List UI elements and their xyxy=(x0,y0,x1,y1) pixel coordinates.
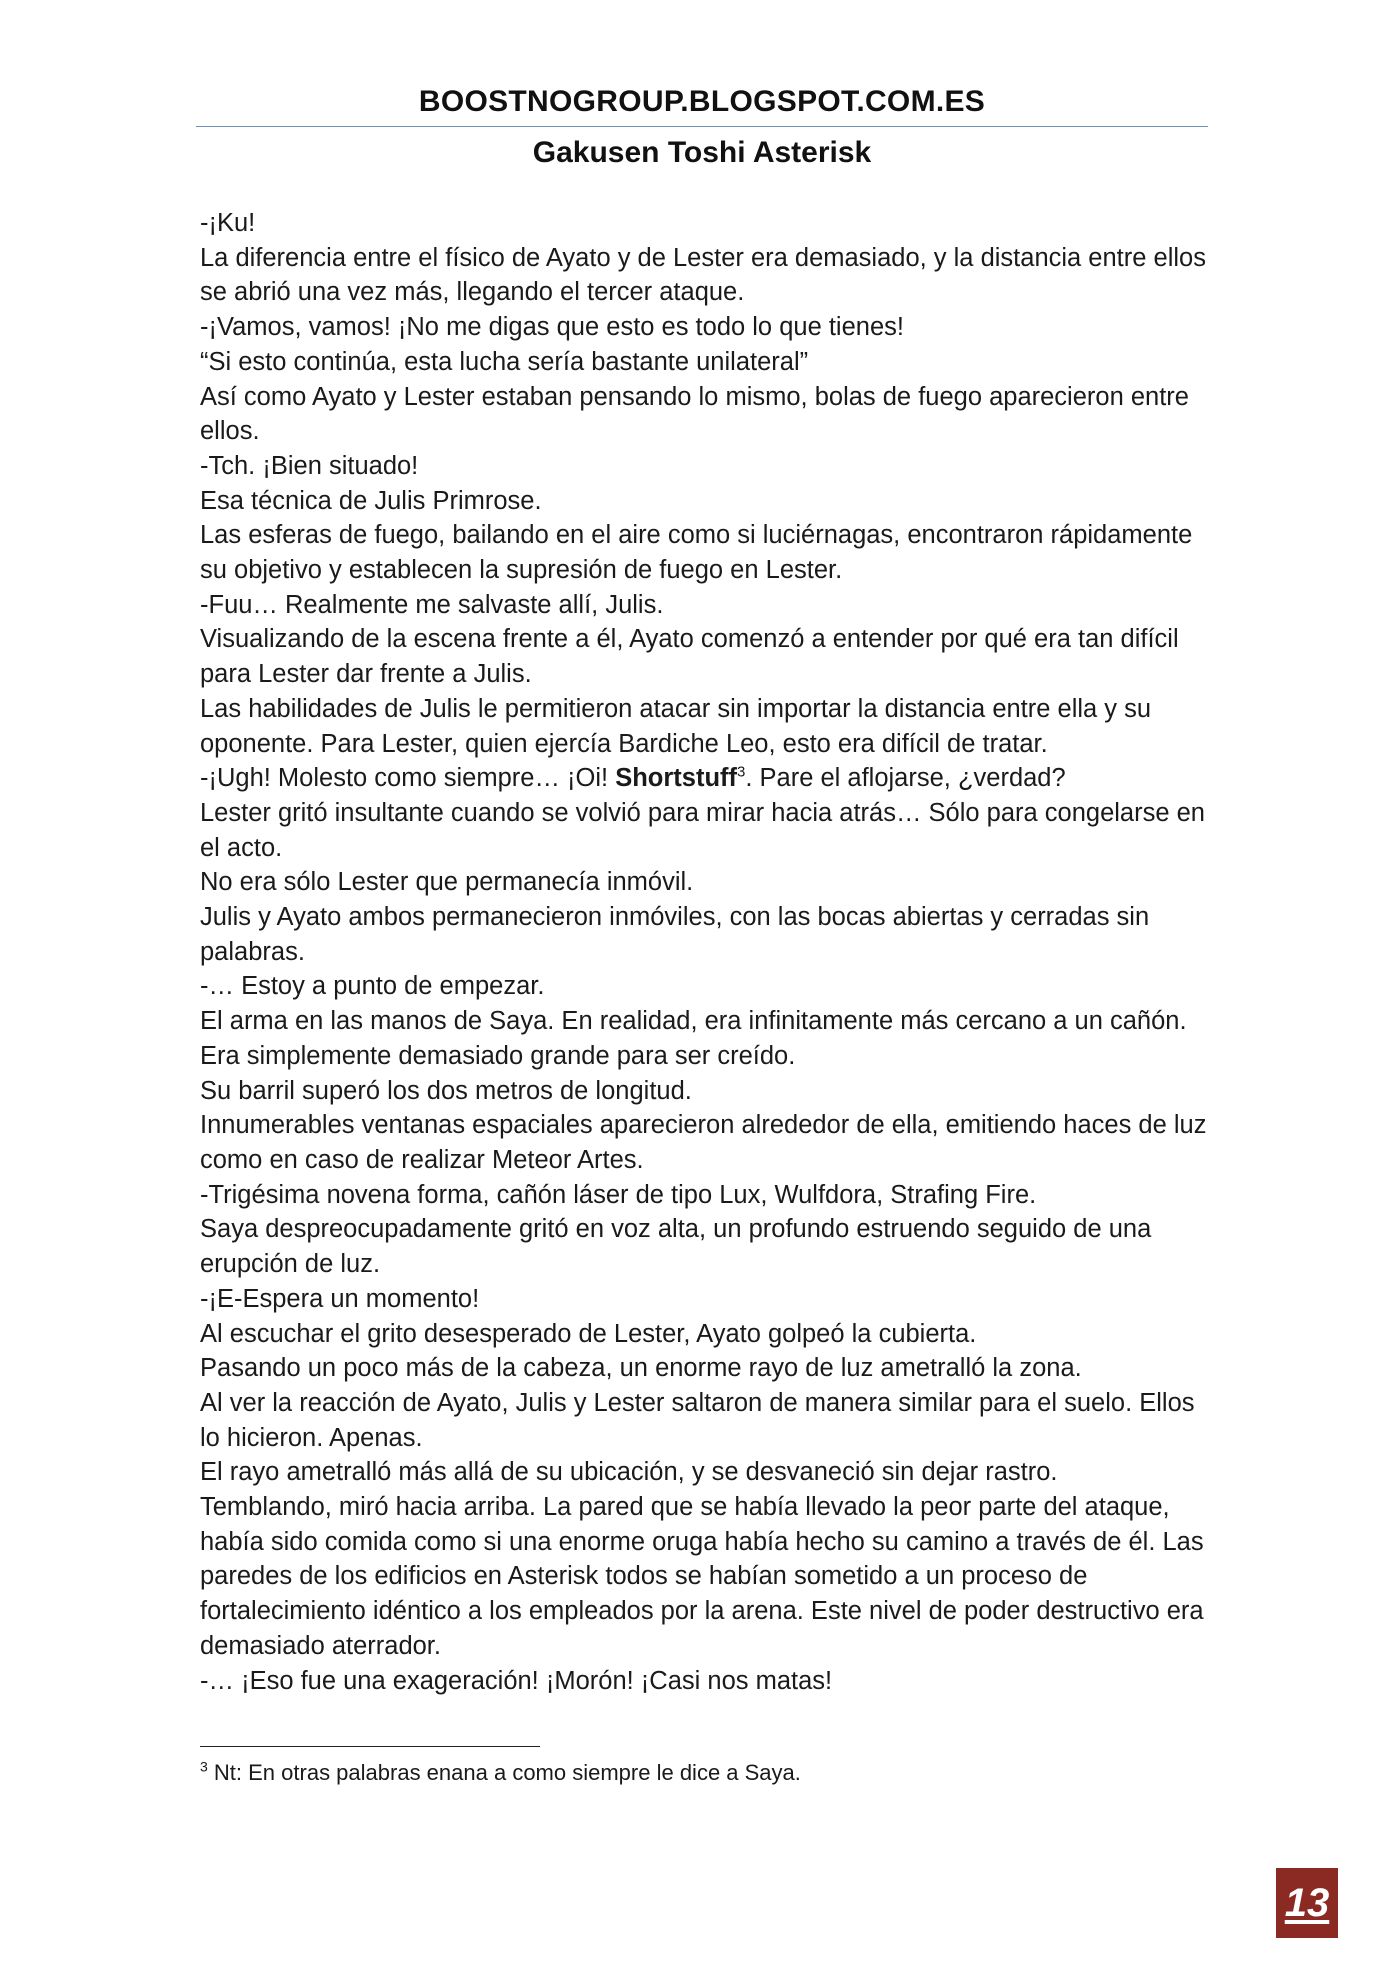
paragraph: El arma en las manos de Saya. En realidad, era infinitamente más cercano a un cañón. xyxy=(200,1007,1187,1036)
paragraph: Saya despreocupadamente gritó en voz alta, un profundo estruendo seguido de una erupción de luz. xyxy=(200,1215,1152,1279)
paragraph: -¡Vamos, vamos! ¡No me digas que esto es todo lo que tienes! xyxy=(200,313,904,342)
paragraph: -Trigésima novena forma, cañón láser de tipo Lux, Wulfdora, Strafing Fire. xyxy=(200,1180,1037,1209)
paragraph: Pasando un poco más de la cabeza, un enorme rayo de luz ametralló la zona. xyxy=(200,1354,1082,1383)
paragraph: -… Estoy a punto de empezar. xyxy=(200,972,545,1001)
paragraph: Su barril superó los dos metros de longitud. xyxy=(200,1076,692,1105)
paragraph: Al ver la reacción de Ayato, Julis y Lester saltaron de manera similar para el suelo. Ellos lo hicieron. Apenas. xyxy=(200,1388,1195,1452)
paragraph: -¡E-Espera un momento! xyxy=(200,1284,480,1313)
page-header xyxy=(196,82,1208,173)
footnote-separator xyxy=(200,1746,540,1747)
paragraph: No era sólo Lester que permanecía inmóvil. xyxy=(200,868,694,897)
book-title: Gakusen Toshi Asterisk xyxy=(532,136,872,169)
footnote xyxy=(200,1758,1200,1788)
paragraph-shortstuff xyxy=(200,761,1210,796)
paragraph: Lester gritó insultante cuando se volvió para mirar hacia atrás… Sólo para congelarse en el acto. xyxy=(200,798,1205,862)
paragraph: Julis y Ayato ambos permanecieron inmóviles, con las bocas abiertas y cerradas sin palabras. xyxy=(200,903,1150,966)
body-text xyxy=(200,206,1210,1698)
text-run: -¡Ugh! Molesto como siempre… ¡Oi! xyxy=(200,764,616,793)
paragraph: -… ¡Eso fue una exageración! ¡Morón! ¡Casi nos matas! xyxy=(200,1666,833,1695)
paragraph: Las esferas de fuego, bailando en el aire como si luciérnagas, encontraron rápidamente su objetivo y establecen la supresión de fuego en Lester. xyxy=(200,521,1193,585)
paragraph: Al escuchar el grito desesperado de Lester, Ayato golpeó la cubierta. xyxy=(200,1319,977,1348)
paragraph: -Tch. ¡Bien situado! xyxy=(200,451,419,480)
text-run: . Pare el aflojarse, ¿verdad? xyxy=(745,764,1066,793)
page-number-badge: 13 xyxy=(1276,1868,1338,1938)
paragraph: Era simplemente demasiado grande para ser creído. xyxy=(200,1041,796,1070)
paragraph: “Si esto continúa, esta lucha sería bastante unilateral” xyxy=(200,347,809,376)
paragraph: -Fuu… Realmente me salvaste allí, Julis. xyxy=(200,590,664,619)
paragraph: Esa técnica de Julis Primrose. xyxy=(200,486,542,515)
header-rule xyxy=(196,126,1208,127)
footnote-marker: 3 xyxy=(200,1758,208,1775)
paragraph: Visualizando de la escena frente a él, Ayato comenzó a entender por qué era tan difícil para Lester dar frente a Julis. xyxy=(200,625,1179,689)
footnote-ref[interactable]: 3 xyxy=(737,763,746,781)
paragraph: Las habilidades de Julis le permitieron atacar sin importar la distancia entre ella y su oponente. Para Lester, quien ejercía Bardiche Leo, esto era difícil de tratar. xyxy=(200,694,1152,758)
paragraph: La diferencia entre el físico de Ayato y de Lester era demasiado, y la distancia entre ellos se abrió una vez más, llegando el tercer ataque. xyxy=(200,243,1206,307)
paragraph: Temblando, miró hacia arriba. La pared que se había llevado la peor parte del ataque, había sido comida como si una enorme oruga había hecho su camino a través de él. Las paredes de los edificios en Asterisk todos se habían sometido a un proceso de fortalecimiento idéntico a los empleados por la arena. Este nivel de poder destructivo era demasiado aterrador. xyxy=(200,1493,1204,1660)
bold-term: Shortstuff xyxy=(615,764,737,793)
paragraph: Así como Ayato y Lester estaban pensando lo mismo, bolas de fuego aparecieron entre ellos. xyxy=(200,382,1189,446)
site-url: BOOSTNOGROUP.BLOGSPOT.COM.ES xyxy=(418,85,986,118)
paragraph: Innumerables ventanas espaciales aparecieron alrededor de ella, emitiendo haces de luz como en caso de realizar Meteor Artes. xyxy=(200,1111,1207,1174)
paragraph: -¡Ku! xyxy=(200,209,256,237)
footnote-text: Nt: En otras palabras enana a como siempre le dice a Saya. xyxy=(207,1760,801,1785)
paragraph: El rayo ametralló más allá de su ubicación, y se desvaneció sin dejar rastro. xyxy=(200,1458,1058,1487)
